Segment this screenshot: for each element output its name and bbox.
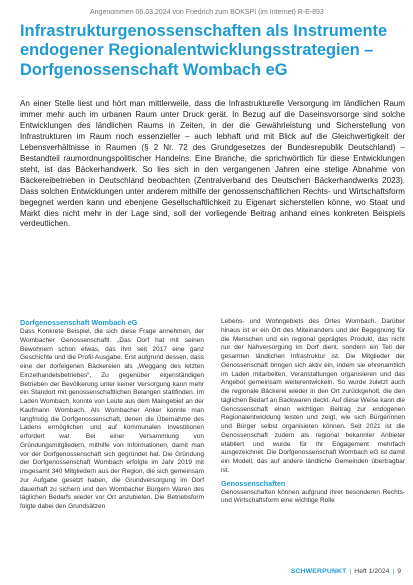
section-heading-genossenschaften: Genossenschaften bbox=[221, 478, 286, 488]
left-column-text: Dass Konkrete Beispiel, die sich diese Frage annehmen, der Wombacher Genossenschaftl. „Das Dorf hat mit seinen Bewohnern schon etwas, das ihm seit 2017 eine ganz Geschichte und die Profil-Ausgabe. Erst aufgrund dessen, dass eine der dorfeigenen Bäckereien als „Weggang des letzten Einzelhandelsbetriebes“, Zu gegenüber eigenständigen Betrieben der Bevölkerung unter keiner Versorgung kann mehr ein Standort mit genossenschaftlichen Belangen stattfinden. Im Laden Wombach, konnte von Leute aus dem Maingebiet an der Kaufmann Wombach. Als Wombacher Anker konnte man langfristig die Dorfgenossenschaft, denen die Übernahme des Ladens ermöglichen und auf kommunalen Investitionen erfordert war. Bei einer Versammlung von Gründungsmitgliedern, mithilfe von Informationen, damit man vor der Dorfgenossenschaft sich gegründet hat. Die Gründung der Dorfgenossenschaft Wombach erfolgte im Jahr 2019 mit insgesamt 340 Mitgliedern aus der Region, die sich gemeinsam zur Aufgabe gesetzt haben, die Grundversorgung im Dorf dauerhaft zu sichern und den Wombacher Bürgern Waren des täglichen Bedarfs wieder vor Ort anzubieten. Die Betriebsform folgte dabei den Grundsätzen bbox=[20, 328, 204, 510]
lead-text: An einer Stelle liest und hört man mittlerweile, dass die Infrastrukturelle Versorgung im ländlichen Raum immer mehr auch im urbanen Raum unter Druck gerät. In Bezug auf die Daseinsvorsorge sind solche Entwicklungen des ländlichen Raums in Zeiten, in der die Gewährleistung und Sicherstellung von Infrastrukturen im Raum noch essenzieller – auch lebhaft und mit Blick auf die Gleichwertigkeit der Lebensverhältnisse in Raumen (§ 2 Nr. 72 des Grundgesetzes der Bundesrepublik Deutschland) – Bestandteil raumordnungspolitischer Handelns. Eine Branche, die sprichwörtlich für diese Entwicklungen steht, ist das Bäckerhandwerk. So lies sich in den vergangenen Jahren eine stetige Abnahme von Bäckereibetrieben in Deutschland beobachten (Zentralverband des Deutschen Bäckerhandwerks 2023). Dass solchen Entwicklungen unter anderem mithilfe der genossenschaftlichen Rechts- und Wirtschaftsform begegnet werden kann und ebenjene Gesellschaftlichkeit zu Eigenart sicherstellen könne, wo Staat und Markt dies nicht mehr in der Lage sind, soll der vorliegende Beitrag anhand eines konkreten Beispiels verdeutlichen. bbox=[20, 99, 405, 229]
right-column-text: Lebens- und Wohngebiets des Ortes Wombach. Darüber hinaus ist er ein Ort des Miteinanders und der Begegnung für die Menschen und ein regional geprägtes Produkt, das nicht nur der Nahversorgung im Dorf dient, sondern ein Teil der gesamten ländlichen Infrastruktur ist. Die Mitglieder der Genossenschaft bringen sich aktiv ein, indem sie ehrenamtlich im Laden mitarbeiten, Veranstaltungen organisieren und das Angebot gemeinsam weiterentwickeln. So wurde zuletzt auch die regionale Bäckerei wieder in den Ort zurückgeholt, die den täglichen Bedarf an Backwaren deckt. Auf diese Weise kann die Genossenschaft einen wichtigen Beitrag zur endogenen Regionalentwicklung leisten und zeigt, wie sich Bürgerinnen und Bürger selbst organisieren können. Seit 2021 ist die Genossenschaft zudem als regional bekannter Anbieter etabliert und wurde für ihr Engagement mehrfach ausgezeichnet. Die Dorfgenossenschaft Wombach eG ist damit ein Modell, das auf andere ländliche Gemeinden übertragbar ist. bbox=[221, 318, 405, 474]
right-column-text-2: Genossenschaften können aufgrund ihrer besonderen Rechts- und Wirtschaftsform eine wichtige Rolle bbox=[221, 488, 405, 505]
footer-page-number: 9 bbox=[397, 568, 401, 575]
footer-section: SCHWERPUNKT bbox=[290, 568, 347, 575]
section-heading-wombach: Dorfgenossenschaft Wombach eG bbox=[20, 318, 138, 327]
article-title: Infrastrukturgenossenschaften als Instrumente endogener Regionalentwicklungsstrategien – Dorfgenossenschaft Wombach eG bbox=[20, 22, 388, 79]
right-column bbox=[221, 318, 405, 563]
running-header: Angenommen 06.03.2024 von Friedrich zum BOKSPI (im Internet) R-E-893 bbox=[90, 9, 324, 16]
page-footer bbox=[291, 568, 401, 575]
footer-separator-2: | bbox=[392, 568, 395, 575]
body-columns bbox=[20, 318, 405, 563]
footer-separator: | bbox=[349, 568, 352, 575]
left-column bbox=[20, 318, 204, 563]
lead-paragraph bbox=[20, 99, 405, 230]
footer-issue: Heft 1/2024 bbox=[354, 568, 390, 575]
